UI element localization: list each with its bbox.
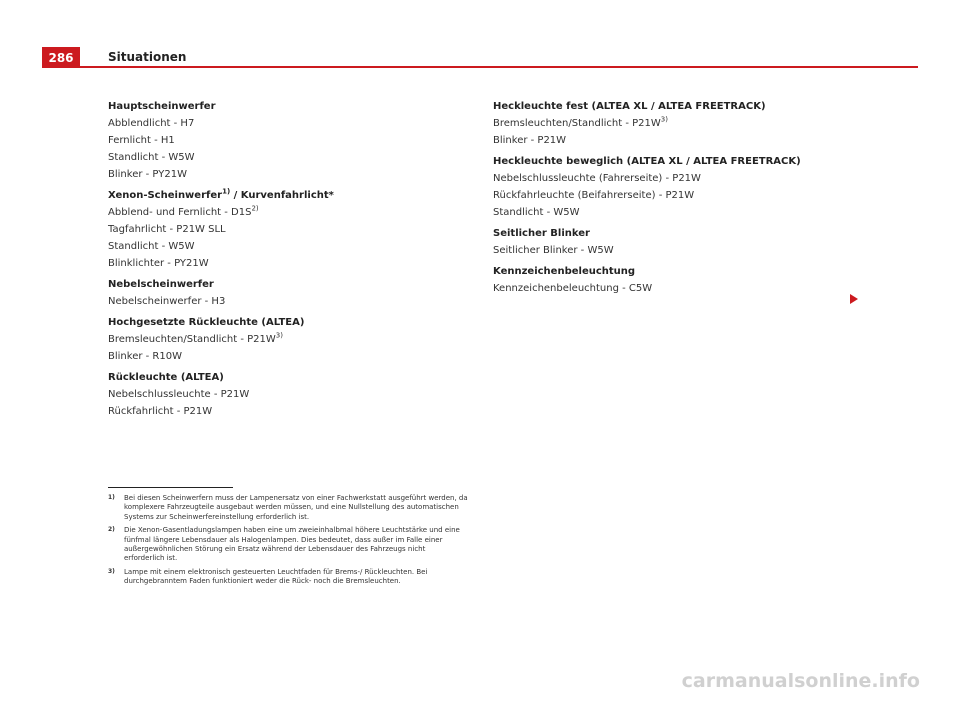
lamp-item-text: Kennzeichenbeleuchtung - C5W xyxy=(493,283,653,294)
lamp-item-text: Nebelscheinwerfer - H3 xyxy=(108,296,226,307)
lamp-item-text: Rückfahrlicht - P21W xyxy=(108,406,213,417)
lamp-item xyxy=(108,386,468,403)
left-column xyxy=(108,98,468,424)
lamp-item xyxy=(108,238,468,255)
lamp-item xyxy=(493,187,853,204)
footnote-ref: 3) xyxy=(275,331,283,340)
section-heading xyxy=(493,153,853,170)
lamp-item-text: Standlicht - W5W xyxy=(493,207,580,218)
lamp-item-text: Blinker - P21W xyxy=(493,135,567,146)
section-heading-text: Hauptscheinwerfer xyxy=(108,101,216,112)
lamp-item xyxy=(493,115,853,132)
section-heading-suffix: / Kurvenfahrlicht* xyxy=(230,190,334,201)
lamp-item xyxy=(108,293,468,310)
lamp-item xyxy=(108,331,468,348)
lamp-section xyxy=(493,225,853,259)
lamp-item-text: Standlicht - W5W xyxy=(108,152,195,163)
section-heading-text: Heckleuchte beweglich (ALTEA XL / ALTEA FREETRACK) xyxy=(493,156,801,167)
lamp-item xyxy=(493,280,853,297)
lamp-item-text: Nebelschlussleuchte (Fahrerseite) - P21W xyxy=(493,173,701,184)
footnote xyxy=(108,494,468,522)
section-heading-text: Xenon-Scheinwerfer xyxy=(108,190,223,201)
page-number: 286 xyxy=(42,47,80,68)
footnotes xyxy=(108,494,468,591)
footnote-number: 3) xyxy=(108,567,115,575)
lamp-item xyxy=(108,132,468,149)
lamp-item xyxy=(108,221,468,238)
lamp-item-text: Seitlicher Blinker - W5W xyxy=(493,245,614,256)
footnote xyxy=(108,568,468,587)
right-column xyxy=(493,98,853,301)
lamp-item-text: Blinker - PY21W xyxy=(108,169,187,180)
footnote-ref: 1) xyxy=(222,187,231,196)
lamp-item-text: Bremsleuchten/Standlicht - P21W xyxy=(108,334,276,345)
lamp-item-text: Abblendlicht - H7 xyxy=(108,118,195,129)
section-heading-text: Seitlicher Blinker xyxy=(493,228,590,239)
section-heading xyxy=(493,225,853,242)
lamp-section xyxy=(108,276,468,310)
lamp-item xyxy=(493,170,853,187)
footnote-text: Bei diesen Scheinwerfern muss der Lampenersatz von einer Fachwerkstatt ausgeführt werden, da komplexere Fahrzeugteile ausgebaut werden müssen, und eine Nullstellung des automatischen Systems zur Scheinwerfereinstellung erforderlich ist. xyxy=(124,494,468,521)
lamp-section xyxy=(493,263,853,297)
footnote-number: 2) xyxy=(108,526,115,534)
footnote-text: Lampe mit einem elektronisch gesteuerten Leuchtfaden für Brems-/ Rückleuchten. Bei durchgebranntem Faden funktioniert weder die Rück- noch die Bremsleuchten. xyxy=(124,567,428,586)
lamp-section xyxy=(108,187,468,272)
section-heading-text: Kennzeichenbeleuchtung xyxy=(493,266,636,277)
section-heading xyxy=(108,369,468,386)
lamp-item xyxy=(108,255,468,272)
lamp-item-text: Standlicht - W5W xyxy=(108,241,195,252)
lamp-item xyxy=(108,348,468,365)
lamp-item-text: Nebelschlussleuchte - P21W xyxy=(108,389,250,400)
section-heading-text: Nebelscheinwerfer xyxy=(108,279,214,290)
lamp-item-text: Fernlicht - H1 xyxy=(108,135,175,146)
page-title: Situationen xyxy=(108,50,187,64)
lamp-item-text: Rückfahrleuchte (Beifahrerseite) - P21W xyxy=(493,190,695,201)
section-heading xyxy=(493,98,853,115)
lamp-item xyxy=(108,403,468,420)
lamp-section xyxy=(493,153,853,221)
section-heading xyxy=(108,276,468,293)
lamp-item xyxy=(108,149,468,166)
footnote-text: Die Xenon-Gasentladungslampen haben eine um zweieinhalbmal höhere Leuchtstärke und eine fünfmal längere Lebensdauer als Halogenlampen. Dies bedeutet, dass außer im Falle einer außergewöhnlichen Störung ein Ersatz während der Lebensdauer des Fahrzeugs nicht erforderlich ist. xyxy=(124,526,460,563)
footnote-rule xyxy=(108,487,233,488)
section-heading-text: Rückleuchte (ALTEA) xyxy=(108,372,224,383)
header-rule xyxy=(80,66,918,68)
section-heading-text: Heckleuchte fest (ALTEA XL / ALTEA FREETRACK) xyxy=(493,101,766,112)
footnote-number: 1) xyxy=(108,494,115,501)
lamp-item-text: Abblend- und Fernlicht - D1S xyxy=(108,207,252,218)
footnote xyxy=(108,526,468,564)
section-heading xyxy=(108,314,468,331)
lamp-item-text: Blinklichter - PY21W xyxy=(108,258,209,269)
lamp-section xyxy=(108,314,468,365)
lamp-item-text: Tagfahrlicht - P21W SLL xyxy=(108,224,226,235)
lamp-item xyxy=(493,242,853,259)
lamp-section xyxy=(108,369,468,420)
lamp-item-text: Bremsleuchten/Standlicht - P21W xyxy=(493,118,661,129)
section-heading xyxy=(493,263,853,280)
lamp-item xyxy=(108,115,468,132)
section-heading xyxy=(108,187,468,204)
lamp-item xyxy=(108,204,468,221)
lamp-section xyxy=(493,98,853,149)
lamp-item-text: Blinker - R10W xyxy=(108,351,182,362)
watermark: carmanualsonline.info xyxy=(681,670,920,692)
lamp-item xyxy=(108,166,468,183)
lamp-item xyxy=(493,204,853,221)
footnote-ref: 2) xyxy=(251,204,259,213)
section-heading-text: Hochgesetzte Rückleuchte (ALTEA) xyxy=(108,317,305,328)
continue-arrow-icon xyxy=(850,294,858,304)
footnote-ref: 3) xyxy=(660,115,668,124)
lamp-item xyxy=(493,132,853,149)
lamp-section xyxy=(108,98,468,183)
section-heading xyxy=(108,98,468,115)
